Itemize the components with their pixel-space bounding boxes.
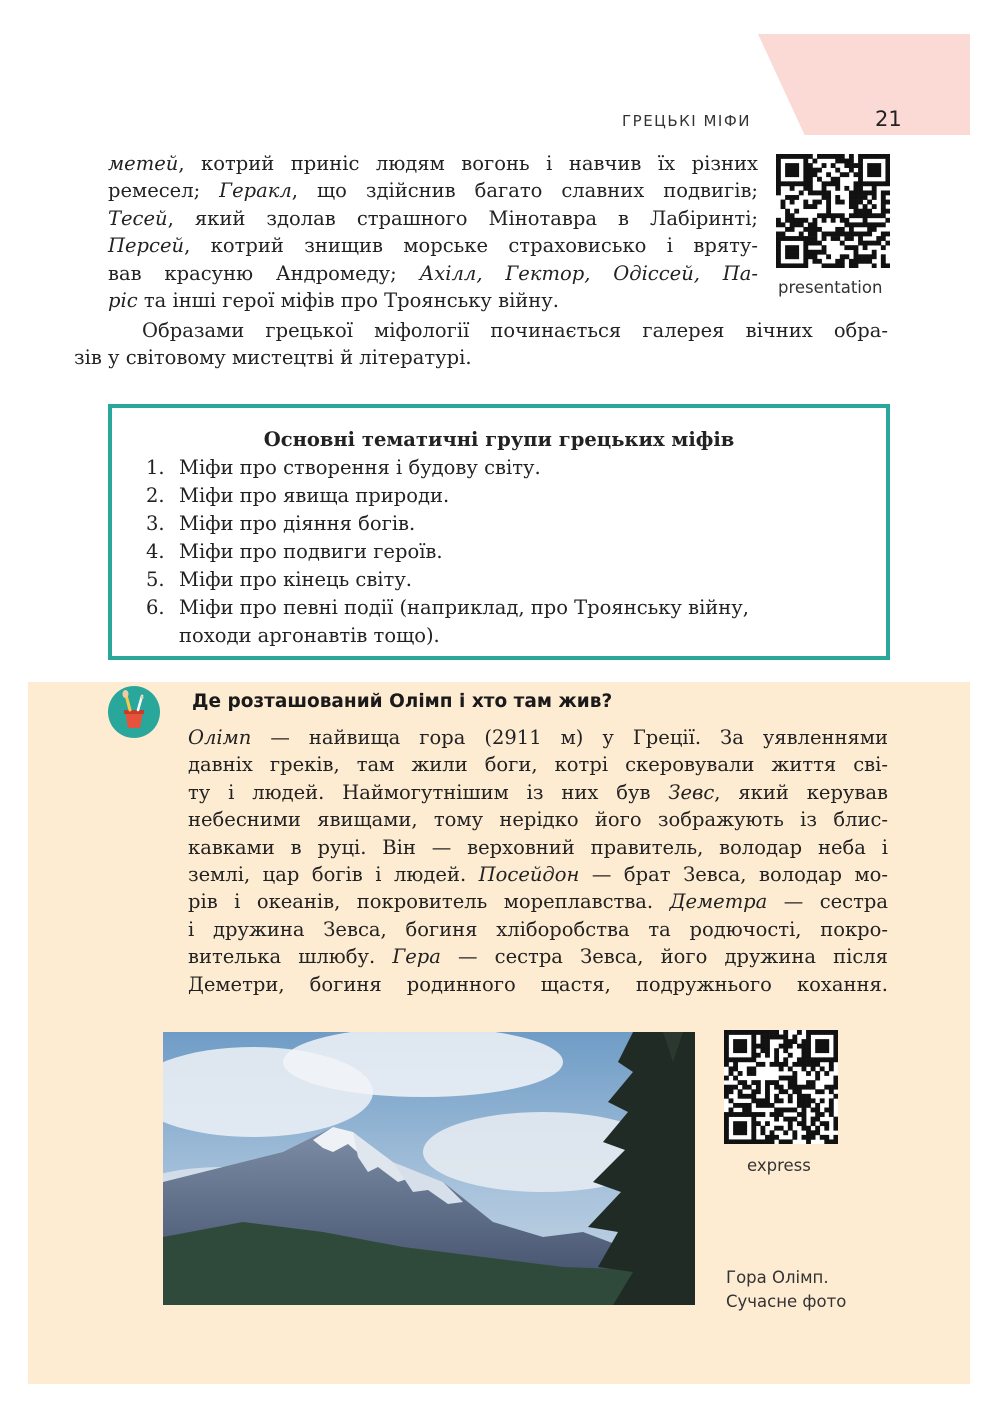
text-line [108,232,758,259]
text-run: — брат Зевса, володар мо- [579,863,888,887]
topic-list-item [146,510,866,538]
text-run: , який керував [714,780,888,804]
topic-item-text [179,538,443,566]
text-line [164,779,888,806]
text-run: та інші герої міфів про Троянську війну. [137,289,559,313]
topic-item-text [179,566,412,594]
text-run: і дружина Зевса, богиня хліборобства та родючості, покро- [188,917,888,941]
topic-item-line: походи аргонавтів тощо). [179,624,440,647]
text-run: , котрий приніс людям вогонь і навчив їх різних [178,152,758,175]
text-line [164,806,888,833]
text-run: — сестра Зевса, його дружина після [440,945,888,969]
text-line [108,150,758,177]
topic-list-item [146,482,866,510]
topic-item-number: 5. [146,568,165,591]
page-number: 21 [875,107,902,131]
topic-list [146,454,866,650]
text-run: ту і людей. Наймогутнішим із них був [188,780,669,804]
art-supplies-icon [108,686,160,738]
text-run: землі, цар богів і людей. [188,863,479,887]
text-line: зів у світовому мистецтві й літературі. [74,346,472,370]
text-run: ремесел; [108,179,220,203]
text-line [164,861,888,888]
italic-name: Олімп [188,726,252,749]
topic-item-text [179,454,541,482]
topic-item-number: 3. [146,512,165,535]
italic-name: Зевс [668,780,715,804]
topic-list-item [146,538,866,566]
text-line [108,260,758,287]
qa-heading: Де розташований Олімп і хто там жив? [192,691,613,712]
qr-code-icon[interactable] [724,1030,838,1144]
text-run: — сестра [767,890,888,914]
italic-name: Гера [392,945,441,969]
text-run: небесними явищами, тому нерідко його зображують із блис- [188,808,888,832]
text-line [164,724,888,751]
caption-line: Гора Олімп. [726,1268,829,1287]
italic-name: Тесей [108,206,168,230]
text-line [164,888,888,915]
qr-code-icon[interactable] [776,154,890,268]
text-line [164,971,888,998]
text-line [108,287,758,314]
corner-tab [758,34,970,135]
text-run: — найвища гора (2911 м) у Греції. За уявленнями [251,726,888,749]
text-line [164,916,888,943]
topic-item-number: 2. [146,484,165,507]
italic-name: Геракл [219,179,292,203]
text-line: Образами грецької міфології починається галерея вічних обра- [142,319,888,342]
italic-name: Ахілл, Гектор, Одіссей, Па- [419,261,759,285]
text-run: Деметри, богиня родинного щастя, подружнього кохання. [188,972,888,996]
topic-item-line: Міфи про подвиги героїв. [179,540,443,563]
qa-body [164,724,888,998]
topic-item-line: Міфи про явища природи. [179,484,450,507]
topic-item-text [179,594,749,650]
topic-item-text [179,482,449,510]
text-line [164,834,888,861]
photo-caption [726,1266,846,1314]
topic-list-item [146,454,866,482]
text-line [108,177,758,204]
text-run: вителька шлюбу. [188,945,393,969]
italic-name: ріс [108,289,138,313]
topic-item-line: Міфи про діяння богів. [179,512,416,535]
text-run: кавками в руці. Він — верховний правитель, володар неба і [188,835,888,859]
topic-item-line: Міфи про кінець світу. [179,568,412,591]
qr-presentation-label: presentation [778,278,883,297]
italic-name: Деметра [669,890,768,914]
intro-paragraph [108,150,758,314]
topic-box [108,404,890,660]
text-run: , котрий знищив морське страховисько і вряту- [184,234,758,258]
qr-express-label: express [747,1156,811,1175]
topic-list-item [146,594,866,650]
text-run: , який здолав страшного Мінотавра в Лабіринті; [167,206,758,230]
italic-name: Посейдон [478,863,580,887]
intro-paragraph-2 [74,317,888,372]
topic-item-line: Міфи про створення і будову світу. [179,456,541,479]
caption-line: Сучасне фото [726,1292,847,1311]
text-run: , що здійснив багато славних подвигів; [291,179,758,203]
mount-olympus-photo [163,1032,695,1305]
topic-list-item [146,566,866,594]
text-run: вав красуню Андромеду; [108,261,420,285]
topic-item-line: Міфи про певні події (наприклад, про Троянську війну, [179,596,749,619]
text-line [164,751,888,778]
text-run: рів і океанів, покровитель мореплавства. [188,890,670,914]
italic-name: Персей [108,234,185,258]
text-line [164,943,888,970]
text-line [108,205,758,232]
running-title: ГРЕЦЬКІ МІФИ [622,112,751,130]
italic-name: метей [108,152,179,175]
topic-box-title: Основні тематичні групи грецьких міфів [263,428,735,451]
topic-item-number: 6. [146,596,165,619]
text-run: давніх греків, там жили боги, котрі скеровували життя сві- [188,753,888,777]
topic-item-text [179,510,415,538]
topic-item-number: 1. [146,456,165,479]
topic-item-number: 4. [146,540,165,563]
